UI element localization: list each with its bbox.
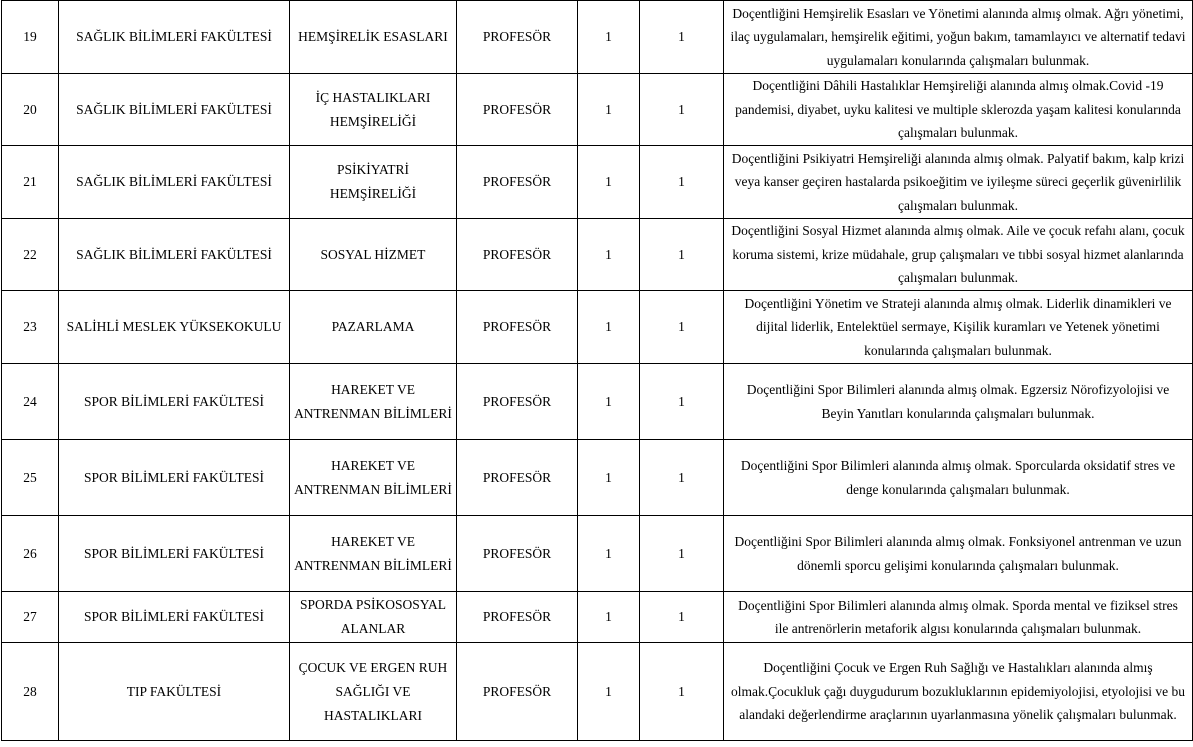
title-cell: PROFESÖR xyxy=(457,146,578,219)
row-number: 21 xyxy=(2,146,59,219)
department-cell: PSİKİYATRİ HEMŞİRELİĞİ xyxy=(290,146,457,219)
table-row xyxy=(2,291,1193,364)
description-cell: Doçentliğini Psikiyatri Hemşireliği alanında almış olmak. Palyatif bakım, kalp krizi veya kanser geçiren hastalarda psikoeğitim ve iyileşme süreci geçerlik güvenirlilik çalışmaları bulunmak. xyxy=(724,146,1193,219)
table-row xyxy=(2,219,1193,291)
row-number: 25 xyxy=(2,440,59,516)
department-cell: İÇ HASTALIKLARI HEMŞİRELİĞİ xyxy=(290,74,457,146)
department-cell: PAZARLAMA xyxy=(290,291,457,364)
table-row xyxy=(2,1,1193,74)
row-number: 23 xyxy=(2,291,59,364)
count-cell: 1 xyxy=(640,74,724,146)
description-cell: Doçentliğini Spor Bilimleri alanında almış olmak. Egzersiz Nörofizyolojisi ve Beyin Yanıtları konularında çalışmaları bulunmak. xyxy=(724,364,1193,440)
row-number: 19 xyxy=(2,1,59,74)
faculty-cell: SPOR BİLİMLERİ FAKÜLTESİ xyxy=(59,364,290,440)
count-cell: 1 xyxy=(640,1,724,74)
faculty-cell: SPOR BİLİMLERİ FAKÜLTESİ xyxy=(59,516,290,592)
count-cell: 1 xyxy=(640,219,724,291)
row-number: 26 xyxy=(2,516,59,592)
count-cell: 1 xyxy=(640,364,724,440)
title-cell: PROFESÖR xyxy=(457,291,578,364)
description-cell: Doçentliğini Çocuk ve Ergen Ruh Sağlığı ve Hastalıkları alanında almış olmak.Çocukluk çağı duygudurum bozukluklarının epidemiyolojisi, etyolojisi ve bu alandaki değerlendirme araçlarının uyarlanmasına yönelik çalışmaları bulunmak. xyxy=(724,643,1193,741)
row-number: 27 xyxy=(2,592,59,643)
description-cell: Doçentliğini Sosyal Hizmet alanında almış olmak. Aile ve çocuk refahı alanı, çocuk koruma sistemi, krize müdahale, grup çalışmaları ve tıbbi sosyal hizmet alanlarında çalışmaları bulunmak. xyxy=(724,219,1193,291)
table-row xyxy=(2,364,1193,440)
count-cell: 1 xyxy=(578,364,640,440)
faculty-cell: SAĞLIK BİLİMLERİ FAKÜLTESİ xyxy=(59,1,290,74)
row-number: 28 xyxy=(2,643,59,741)
title-cell: PROFESÖR xyxy=(457,1,578,74)
faculty-cell: SAĞLIK BİLİMLERİ FAKÜLTESİ xyxy=(59,74,290,146)
description-cell: Doçentliğini Yönetim ve Strateji alanında almış olmak. Liderlik dinamikleri ve dijital liderlik, Entelektüel sermaye, Kişilik kuramları ve Yetenek yönetimi konularında çalışmaları bulunmak. xyxy=(724,291,1193,364)
department-cell: HEMŞİRELİK ESASLARI xyxy=(290,1,457,74)
row-number: 22 xyxy=(2,219,59,291)
count-cell: 1 xyxy=(640,440,724,516)
description-cell: Doçentliğini Dâhili Hastalıklar Hemşireliği alanında almış olmak.Covid -19 pandemisi, diyabet, uyku kalitesi ve multiple sklerozda yaşam kalitesi konularında çalışmaları bulunmak. xyxy=(724,74,1193,146)
title-cell: PROFESÖR xyxy=(457,440,578,516)
count-cell: 1 xyxy=(578,516,640,592)
title-cell: PROFESÖR xyxy=(457,516,578,592)
department-cell: SOSYAL HİZMET xyxy=(290,219,457,291)
title-cell: PROFESÖR xyxy=(457,643,578,741)
description-cell: Doçentliğini Spor Bilimleri alanında almış olmak. Fonksiyonel antrenman ve uzun dönemli sporcu gelişimi konularında çalışmaları bulunmak. xyxy=(724,516,1193,592)
department-cell: HAREKET VE ANTRENMAN BİLİMLERİ xyxy=(290,516,457,592)
row-number: 20 xyxy=(2,74,59,146)
count-cell: 1 xyxy=(578,592,640,643)
department-cell: HAREKET VE ANTRENMAN BİLİMLERİ xyxy=(290,364,457,440)
faculty-cell: SPOR BİLİMLERİ FAKÜLTESİ xyxy=(59,440,290,516)
table-row xyxy=(2,146,1193,219)
department-cell: SPORDA PSİKOSOSYAL ALANLAR xyxy=(290,592,457,643)
faculty-cell: SALİHLİ MESLEK YÜKSEKOKULU xyxy=(59,291,290,364)
row-number: 24 xyxy=(2,364,59,440)
count-cell: 1 xyxy=(578,643,640,741)
table-row xyxy=(2,643,1193,741)
count-cell: 1 xyxy=(578,74,640,146)
title-cell: PROFESÖR xyxy=(457,219,578,291)
faculty-cell: SAĞLIK BİLİMLERİ FAKÜLTESİ xyxy=(59,146,290,219)
positions-table xyxy=(1,0,1193,741)
count-cell: 1 xyxy=(640,516,724,592)
faculty-cell: SPOR BİLİMLERİ FAKÜLTESİ xyxy=(59,592,290,643)
table-row xyxy=(2,440,1193,516)
department-cell: ÇOCUK VE ERGEN RUH SAĞLIĞI VE HASTALIKLARI xyxy=(290,643,457,741)
table-row xyxy=(2,516,1193,592)
table-row xyxy=(2,592,1193,643)
count-cell: 1 xyxy=(578,219,640,291)
faculty-cell: SAĞLIK BİLİMLERİ FAKÜLTESİ xyxy=(59,219,290,291)
description-cell: Doçentliğini Hemşirelik Esasları ve Yönetimi alanında almış olmak. Ağrı yönetimi, ilaç uygulamaları, hemşirelik eğitimi, yoğun bakım, tamamlayıcı ve alternatif tedavi uygulamaları konularında çalışmaları bulunmak. xyxy=(724,1,1193,74)
faculty-cell: TIP FAKÜLTESİ xyxy=(59,643,290,741)
title-cell: PROFESÖR xyxy=(457,364,578,440)
table-row xyxy=(2,74,1193,146)
count-cell: 1 xyxy=(578,146,640,219)
count-cell: 1 xyxy=(640,592,724,643)
description-cell: Doçentliğini Spor Bilimleri alanında almış olmak. Sporda mental ve fiziksel stres ile antrenörlerin metaforik algısı konularında çalışmaları bulunmak. xyxy=(724,592,1193,643)
description-cell: Doçentliğini Spor Bilimleri alanında almış olmak. Sporcularda oksidatif stres ve denge konularında çalışmaları bulunmak. xyxy=(724,440,1193,516)
count-cell: 1 xyxy=(578,291,640,364)
title-cell: PROFESÖR xyxy=(457,74,578,146)
count-cell: 1 xyxy=(640,291,724,364)
count-cell: 1 xyxy=(640,643,724,741)
count-cell: 1 xyxy=(640,146,724,219)
count-cell: 1 xyxy=(578,440,640,516)
department-cell: HAREKET VE ANTRENMAN BİLİMLERİ xyxy=(290,440,457,516)
title-cell: PROFESÖR xyxy=(457,592,578,643)
count-cell: 1 xyxy=(578,1,640,74)
